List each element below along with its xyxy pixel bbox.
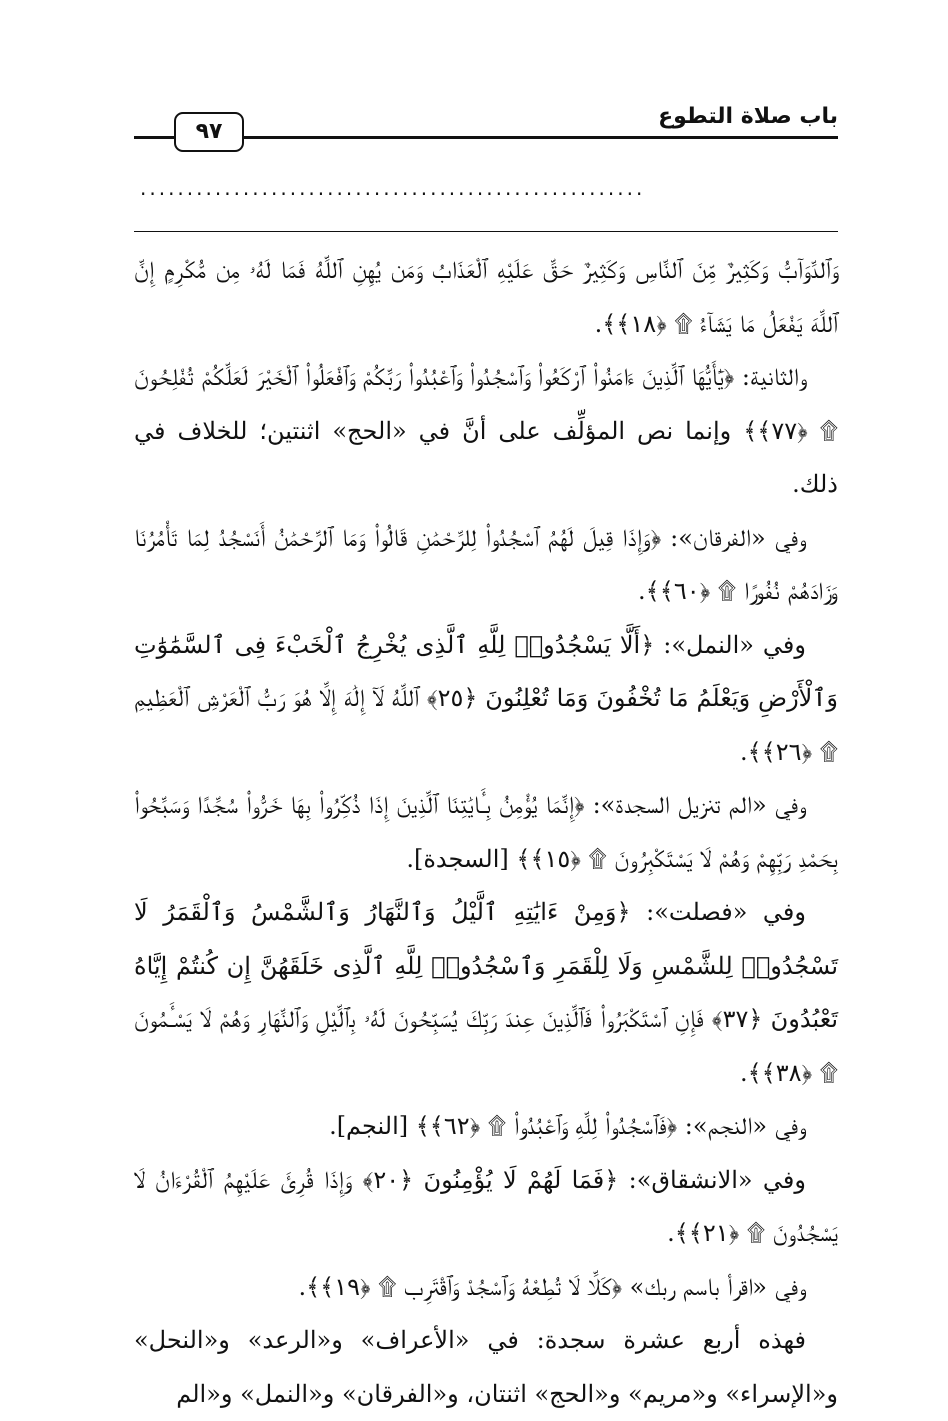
paragraph-sajda: وفي «الم تنزيل السجدة»: ﴿إِنَّمَا يُؤْمِنُ بِـَٔايَٰتِنَا ٱلَّذِينَ إِذَا ذُكِّرُوا۟ بِهَا خَرُّوا۟ سُجَّدًا وَسَبَّحُوا۟ بِحَمْدِ رَبِّهِمْ وَهُمْ لَا يَسْتَكْبِرُونَ ۩ ﴿١٥﴾﴾ [السجدة]. (134, 791, 838, 873)
page-number: ٩٧ (174, 112, 244, 152)
header-rule-left (134, 136, 174, 139)
separator-rule (134, 231, 838, 232)
body-text (134, 244, 838, 1421)
header-rule (240, 136, 838, 139)
dotted-line: ...................................................... (140, 176, 646, 200)
paragraph-inshiqaq: وفي «الانشقاق»: ﴿فَمَا لَهُمْ لَا يُؤْمِنُونَ ﴿٢٠﴾ وَإِذَا قُرِئَ عَلَيْهِمُ ٱلْقُرْءَانُ لَا يَسْجُدُونَ ۩ ﴿٢١﴾﴾. (134, 1165, 838, 1247)
paragraph-najm: وفي «النجم»: ﴿فَٱسْجُدُوا۟ لِلَّهِ وَٱعْبُدُوا۟ ۩ ﴿٦٢﴾﴾ [النجم]. (329, 1112, 806, 1140)
paragraph-fussilat: وفي «فصلت»: ﴿وَمِنْ ءَايَٰتِهِ ٱلَّيْلُ وَٱلنَّهَارُ وَٱلشَّمْسُ وَٱلْقَمَرُ لَا تَسْجُدُوا۟ لِلشَّمْسِ وَلَا لِلْقَمَرِ وَٱسْجُدُوا۟ لِلَّهِ ٱلَّذِى خَلَقَهُنَّ إِن كُنتُمْ إِيَّاهُ تَعْبُدُونَ ﴿٣٧﴾ فَإِنِ ٱسْتَكْبَرُوا۟ فَٱلَّذِينَ عِندَ رَبِّكَ يُسَبِّحُونَ لَهُۥ بِٱلَّيْلِ وَٱلنَّهَارِ وَهُمْ لَا يَسْـَٔمُونَ ۩ ﴿٣٨﴾﴾. (134, 898, 838, 1087)
paragraph-hajj-verse: وَٱلدَّوَآبُّ وَكَثِيرٌ مِّنَ ٱلنَّاسِ وَكَثِيرٌ حَقَّ عَلَيْهِ ٱلْعَذَابُ وَمَن يُهِنِ ٱللَّهُ فَمَا لَهُۥ مِن مُّكْرِمٍ إِنَّ ٱللَّهَ يَفْعَلُ مَا يَشَآءُ ۩ ﴿١٨﴾﴾. (134, 256, 838, 338)
paragraph-naml: وفي «النمل»: ﴿أَلَّا يَسْجُدُوا۟ لِلَّهِ ٱلَّذِى يُخْرِجُ ٱلْخَبْءَ فِى ٱلسَّمَٰوَٰتِ وَٱلْأَرْضِ وَيَعْلَمُ مَا تُخْفُونَ وَمَا تُعْلِنُونَ ﴿٢٥﴾ ٱللَّهُ لَآ إِلَٰهَ إِلَّا هُوَ رَبُّ ٱلْعَرْشِ ٱلْعَظِيمِ ۩ ﴿٢٦﴾﴾. (134, 630, 839, 766)
paragraph-furqan: وفي «الفرقان»: ﴿وَإِذَا قِيلَ لَهُمُ ٱسْجُدُوا۟ لِلرَّحْمَٰنِ قَالُوا۟ وَمَا ٱلرَّحْمَٰنُ أَنَسْجُدُ لِمَا تَأْمُرُنَا وَزَادَهُمْ نُفُورًا ۩ ﴿٦٠﴾﴾. (134, 523, 838, 605)
paragraph-summary: فهذه أربع عشرة سجدة: في «الأعراف» و«الرعد» و«النحل» و«الإسراء» و«مريم» و«الحج» اثنتان، و«الفرقان» و«النمل» و«الم (134, 1326, 838, 1408)
running-title: باب صلاة التطوع (658, 104, 838, 129)
paragraph-alaq: وفي «اقرأ باسم ربك» ﴿كَلَّا لَا تُطِعْهُ وَٱسْجُدْ وَٱقْتَرِب ۩ ﴿١٩﴾﴾. (298, 1272, 806, 1301)
paragraph-second-sajda: والثانية: ﴿يَٰٓأَيُّهَا ٱلَّذِينَ ءَامَنُوا۟ ٱرْكَعُوا۟ وَٱسْجُدُوا۟ وَٱعْبُدُوا۟ رَبَّكُمْ وَٱفْعَلُوا۟ ٱلْخَيْرَ لَعَلَّكُمْ تُفْلِحُونَ ۩ ﴿٧٧﴾﴾ وإنما نص المؤلِّف على أنَّ في «الحج» اثنتين؛ للخلاف في ذلك. (133, 363, 838, 498)
